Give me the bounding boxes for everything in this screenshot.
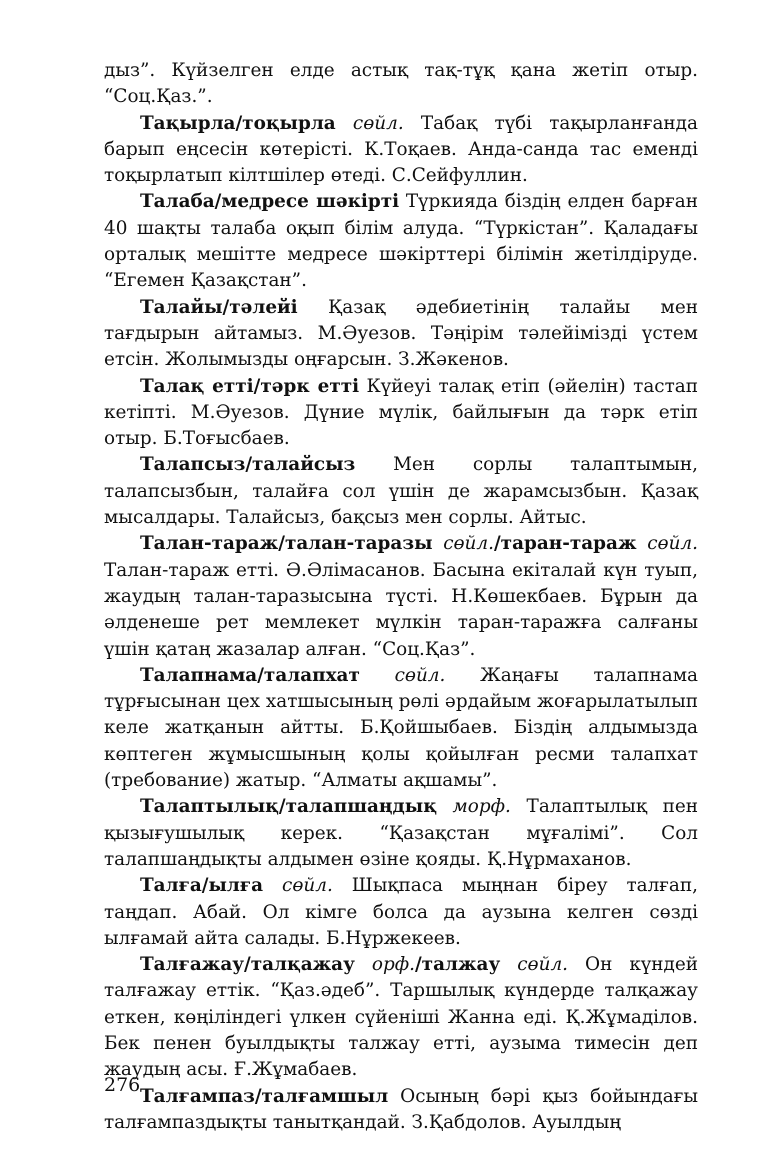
dictionary-entry bbox=[104, 295, 698, 374]
entry-label: сөйл. bbox=[282, 875, 333, 897]
entry-label: сөйл. bbox=[352, 112, 404, 134]
entry-label: сөйл. bbox=[517, 954, 569, 976]
dictionary-entry bbox=[104, 111, 698, 190]
entry-headword: Талапсыз/талайсыз bbox=[140, 454, 356, 476]
dictionary-entry bbox=[104, 189, 698, 294]
entry-text: Он күндей талғажау еттік. “Қаз.әдеб”. Таршылық күндерде талқажау еткен, көңіліндегі үлкен сүйеніші Жанна еді. Қ.Жұмаділов. Бек пенен буылдықты талжау етті, аузыма тимесін деп жаудың асы. Ғ.Жұмабаев. bbox=[104, 954, 698, 1081]
entry-headword: Тақырла/тоқырла bbox=[140, 112, 336, 134]
dictionary-page bbox=[104, 58, 698, 1136]
dictionary-entry bbox=[104, 1084, 698, 1137]
dictionary-entry bbox=[104, 794, 698, 873]
entry-headword: Талаптылық/талапшаңдық bbox=[140, 796, 437, 818]
entry-headword-variant: /таран-тараж bbox=[493, 533, 637, 555]
entry-text: Осының бәрі қыз бойындағы талғампаздықты танытқандай. З.Қабдолов. Ауылдың bbox=[104, 1085, 698, 1133]
entry-headword: Талақ етті/тәрк етті bbox=[140, 375, 360, 397]
entry-headword: Талғампаз/талғамшыл bbox=[140, 1085, 389, 1107]
entry-headword: Талғажау/талқажау bbox=[140, 954, 355, 976]
entry-headword: Талапнама/талапхат bbox=[140, 664, 360, 686]
entry-label: морф. bbox=[452, 796, 511, 818]
entry-text: дыз”. Күйзелген елде астық тақ-тұқ қана жетіп отыр. “Соц.Қаз.”. bbox=[104, 60, 698, 108]
entry-headword: Талайы/тәлейі bbox=[140, 296, 298, 318]
entry-text: Жаңағы талапнама тұрғысынан цех хатшысының рөлі әрдайым жоғарылатылып келе жатқанын айтты. Б.Қойшыбаев. Біздің алдымызда көптеген жұмысшының қолы қойылған ресми талапхат (требование) жатыр. “Алматы ақшамы”. bbox=[104, 664, 698, 792]
dictionary-entry bbox=[104, 952, 698, 1083]
dictionary-entry bbox=[104, 663, 698, 794]
dictionary-entry bbox=[104, 58, 698, 111]
dictionary-entry bbox=[104, 374, 698, 453]
page-number: 276 bbox=[104, 1074, 141, 1096]
entry-text: Қазақ әдебиетінің талайы мен тағдырын айтамыз. М.Әуезов. Тәңірім тәлейімізді үстем етсін. Жолымызды оңғарсын. З.Жәкенов. bbox=[104, 296, 698, 371]
entry-text: Мен сорлы талаптымын, талапсызбын, талайға сол үшін де жарамсызбын. Қазақ мысалдары. Талайсыз, бақсыз мен сорлы. Айтыс. bbox=[104, 454, 698, 529]
entry-headword: Талаба/медресе шәкірті bbox=[140, 191, 400, 213]
dictionary-entry bbox=[104, 873, 698, 952]
entry-headword: Талан-тараж/талан-таразы bbox=[140, 533, 433, 555]
entry-label: сөйл. bbox=[443, 533, 494, 555]
entry-text: Күйеуі талақ етіп (әйелін) тастап кетіпті. М.Әуезов. Дүние мүлік, байлығын да тәрк етіп отыр. Б.Тоғысбаев. bbox=[104, 375, 698, 450]
entry-label: сөйл. bbox=[394, 664, 446, 686]
entry-label: сөйл. bbox=[647, 533, 698, 555]
entry-text: Талаптылық пен қызығушылық керек. “Қазақстан мұғалімі”. Сол талапшаңдықты алдымен өзіне қояды. Қ.Нұрмаханов. bbox=[104, 796, 698, 870]
entry-text: Түркияда біздің елден барған 40 шақты талаба оқып білім алуда. “Түркістан”. Қаладағы орталық мешітте медресе шәкірттері білімін жетілдіруде. “Егемен Қазақстан”. bbox=[104, 191, 698, 292]
entry-label: орф. bbox=[371, 954, 415, 976]
entry-text: Табақ түбі тақырланғанда барып еңсесін көтерісті. К.Тоқаев. Анда-санда тас емендi тоқырлатып кілтшілер өтеді. С.Сейфуллин. bbox=[104, 112, 698, 187]
entry-text: Шықпаса мыңнан біреу талғап, таңдап. Абай. Ол кімге болса да аузына келген сөзді ылғамай айта салады. Б.Нұржекеев. bbox=[104, 875, 698, 949]
entry-headword: Талға/ылға bbox=[140, 875, 264, 897]
dictionary-entry bbox=[104, 452, 698, 531]
dictionary-entry bbox=[104, 531, 698, 662]
entry-headword-variant: /талжау bbox=[414, 954, 501, 976]
entry-text: Талан-тараж етті. Ә.Әлімасанов. Басына екіталай күн туып, жаудың талан-таразысына түсті. Н.Көшекбаев. Бұрын да әлденеше рет мемлекет мүлкін таран-таражға салғаны үшін қатаң жазалар алған. “Соц.Қаз”. bbox=[104, 559, 698, 660]
